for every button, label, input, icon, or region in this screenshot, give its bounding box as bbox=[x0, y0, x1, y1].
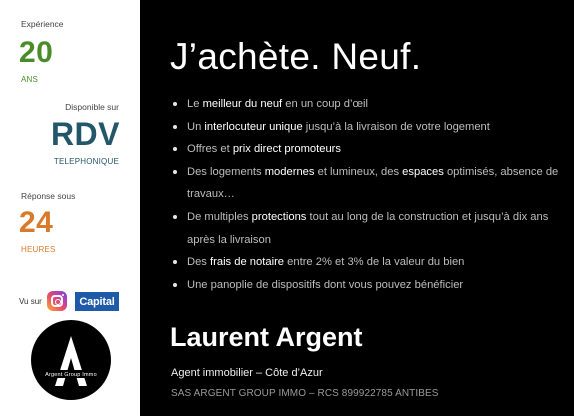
experience-value: 20 bbox=[19, 36, 54, 69]
benefit-highlight: protections bbox=[251, 210, 307, 223]
benefits-list bbox=[172, 93, 572, 296]
rdv-value: RDV bbox=[50, 116, 120, 152]
benefit-text: Offres et bbox=[187, 143, 233, 156]
benefit-item bbox=[172, 93, 572, 116]
logo-text: Argent Group Immo bbox=[45, 372, 97, 378]
benefit-highlight: modernes bbox=[264, 165, 315, 178]
agent-role: Agent immobilier – Côte d’Azur bbox=[171, 367, 323, 379]
experience-unit: ANS bbox=[21, 75, 39, 84]
capital-badge[interactable]: Capital bbox=[75, 292, 119, 311]
instagram-icon[interactable] bbox=[47, 291, 67, 311]
benefit-text: De multiples bbox=[187, 210, 252, 223]
benefit-highlight: meilleur du neuf bbox=[202, 98, 283, 110]
experience-label: Expérience bbox=[21, 19, 64, 29]
benefit-highlight: espaces bbox=[402, 165, 444, 178]
benefit-item bbox=[172, 206, 572, 251]
benefit-text: Une panoplie de dispositifs dont vous pouvez bénéficier bbox=[187, 278, 464, 291]
main-panel bbox=[140, 0, 574, 416]
instagram-ring-icon bbox=[51, 295, 63, 307]
benefit-item bbox=[172, 161, 572, 206]
agent-name: Laurent Argent bbox=[170, 322, 363, 352]
benefit-text: tout au long de la construction et jusqu’à dix ans après la livraison bbox=[187, 210, 549, 246]
benefit-text: et lumineux, des bbox=[314, 165, 403, 178]
benefit-item bbox=[172, 251, 572, 274]
page-title: J’achète. Neuf. bbox=[170, 36, 422, 77]
response-unit: HEURES bbox=[21, 245, 56, 254]
benefit-text: optimisés, absence de travaux… bbox=[187, 165, 559, 201]
benefit-text: Des bbox=[187, 256, 211, 269]
benefit-item bbox=[172, 138, 572, 161]
benefit-item bbox=[172, 274, 572, 297]
response-value: 24 bbox=[19, 206, 54, 239]
response-label: Réponse sous bbox=[21, 191, 76, 201]
benefit-text: jusqu’à la livraison de votre logement bbox=[302, 120, 490, 133]
benefit-text: en un coup d’œil bbox=[282, 98, 368, 110]
benefit-text: entre 2% et 3% de la valeur du bien bbox=[284, 256, 465, 269]
agency-logo bbox=[31, 320, 111, 400]
benefit-item bbox=[172, 116, 572, 139]
rdv-unit: TELEPHONIQUE bbox=[53, 157, 119, 166]
sidebar bbox=[0, 0, 140, 416]
benefit-highlight: frais de notaire bbox=[210, 256, 285, 269]
seen-on-label: Vu sur bbox=[19, 297, 42, 306]
benefit-text: Le bbox=[187, 98, 203, 110]
legal-notice: SAS ARGENT GROUP IMMO – RCS 899922785 ANTIBES bbox=[171, 388, 439, 399]
rdv-label: Disponible sur bbox=[65, 102, 119, 112]
benefit-text: Des logements bbox=[187, 165, 265, 178]
letter-a-logo-icon bbox=[31, 320, 111, 400]
benefit-highlight: prix direct promoteurs bbox=[232, 143, 341, 156]
benefit-text: Un bbox=[187, 120, 205, 133]
benefit-highlight: interlocuteur unique bbox=[204, 120, 303, 133]
instagram-dot-icon bbox=[62, 294, 64, 296]
